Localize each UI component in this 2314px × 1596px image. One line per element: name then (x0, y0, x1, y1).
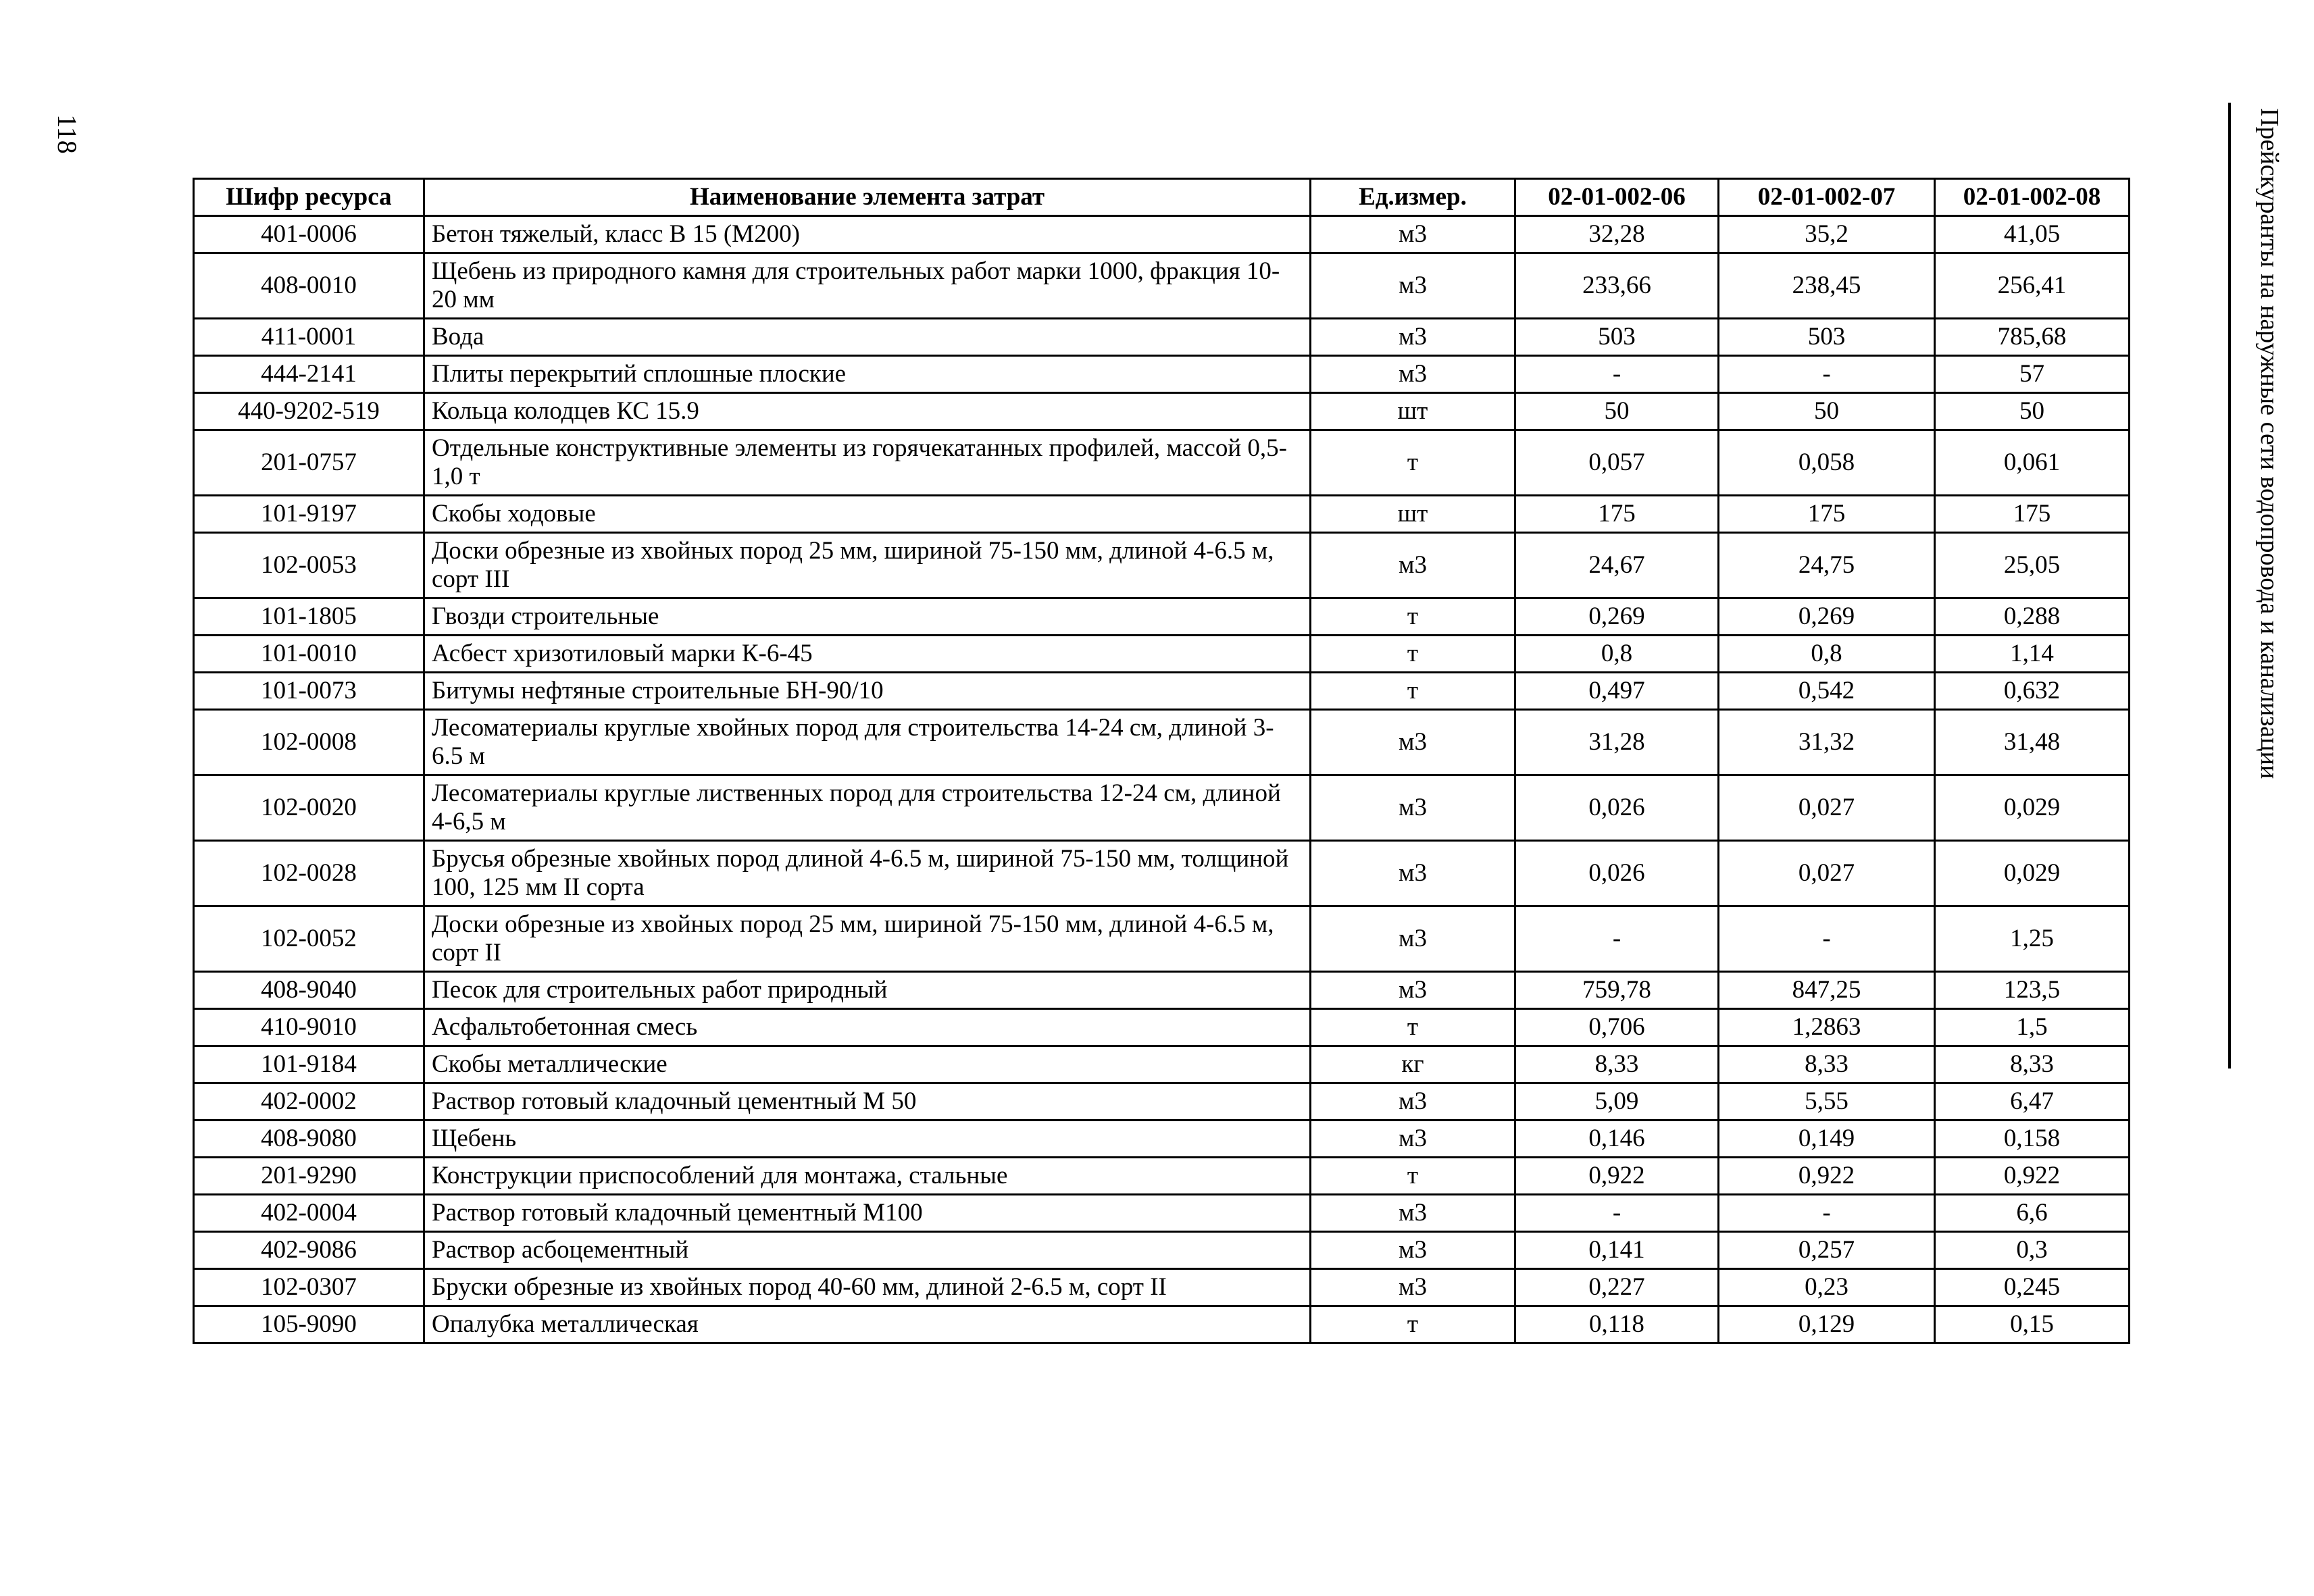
cell-code: 101-9184 (194, 1046, 424, 1083)
cell-code: 105-9090 (194, 1306, 424, 1343)
cell-value-08: 0,288 (1935, 598, 2130, 636)
cell-value-06: - (1515, 1195, 1719, 1232)
cell-value-07: 0,8 (1719, 636, 1935, 673)
cell-value-07: 8,33 (1719, 1046, 1935, 1083)
cell-name: Доски обрезные из хвойных пород 25 мм, шириной 75-150 мм, длиной 4-6.5 м, сорт III (424, 533, 1311, 598)
cell-value-08: 8,33 (1935, 1046, 2130, 1083)
header-02-01-002-07: 02-01-002-07 (1719, 179, 1935, 216)
cell-value-07: 5,55 (1719, 1083, 1935, 1121)
cell-code: 102-0020 (194, 775, 424, 841)
cell-unit: м3 (1311, 841, 1515, 906)
cell-value-06: 0,118 (1515, 1306, 1719, 1343)
cell-code: 101-0073 (194, 673, 424, 710)
cell-value-08: 31,48 (1935, 710, 2130, 775)
cell-value-08: 1,14 (1935, 636, 2130, 673)
table-row (194, 710, 2130, 775)
cell-name: Лесоматериалы круглые хвойных пород для строительства 14-24 см, длиной 3-6.5 м (424, 710, 1311, 775)
cell-unit: м3 (1311, 775, 1515, 841)
cell-code: 408-0010 (194, 253, 424, 319)
cell-value-06: 0,269 (1515, 598, 1719, 636)
cell-unit: кг (1311, 1046, 1515, 1083)
table-row (194, 1269, 2130, 1306)
cell-code: 102-0053 (194, 533, 424, 598)
cell-unit: м3 (1311, 1121, 1515, 1158)
table-row (194, 775, 2130, 841)
cell-value-08: 6,47 (1935, 1083, 2130, 1121)
cell-unit: т (1311, 598, 1515, 636)
cell-value-08: 57 (1935, 356, 2130, 393)
cell-value-06: 503 (1515, 319, 1719, 356)
cell-unit: т (1311, 430, 1515, 496)
cell-value-07: 0,149 (1719, 1121, 1935, 1158)
cell-value-08: 0,061 (1935, 430, 2130, 496)
cell-name: Доски обрезные из хвойных пород 25 мм, шириной 75-150 мм, длиной 4-6.5 м, сорт II (424, 906, 1311, 972)
table-row (194, 430, 2130, 496)
cell-code: 101-9197 (194, 496, 424, 533)
cell-value-07: 0,027 (1719, 775, 1935, 841)
cell-code: 440-9202-519 (194, 393, 424, 430)
cell-value-08: 0,245 (1935, 1269, 2130, 1306)
cell-value-08: 123,5 (1935, 972, 2130, 1009)
table-row (194, 598, 2130, 636)
cell-unit: м3 (1311, 1232, 1515, 1269)
cell-value-06: 8,33 (1515, 1046, 1719, 1083)
side-divider (2228, 103, 2231, 1069)
side-running-title: Прейскуранты на наружные сети водопровода и канализации (2255, 108, 2284, 779)
cell-name: Асбест хризотиловый марки К-6-45 (424, 636, 1311, 673)
cell-unit: т (1311, 1306, 1515, 1343)
cell-code: 408-9080 (194, 1121, 424, 1158)
cell-value-06: 24,67 (1515, 533, 1719, 598)
cell-code: 102-0028 (194, 841, 424, 906)
cell-code: 402-0002 (194, 1083, 424, 1121)
cell-code: 411-0001 (194, 319, 424, 356)
table-row (194, 636, 2130, 673)
cell-code: 408-9040 (194, 972, 424, 1009)
cell-value-06: 0,922 (1515, 1158, 1719, 1195)
cell-value-06: 0,146 (1515, 1121, 1719, 1158)
cell-code: 410-9010 (194, 1009, 424, 1046)
table-row (194, 216, 2130, 253)
cell-value-07: 1,2863 (1719, 1009, 1935, 1046)
cell-value-07: - (1719, 906, 1935, 972)
cell-code: 102-0008 (194, 710, 424, 775)
cell-value-06: - (1515, 356, 1719, 393)
cell-name: Конструкции приспособлений для монтажа, стальные (424, 1158, 1311, 1195)
table-row (194, 972, 2130, 1009)
cell-name: Бетон тяжелый, класс В 15 (М200) (424, 216, 1311, 253)
cell-unit: м3 (1311, 972, 1515, 1009)
table-row (194, 1195, 2130, 1232)
cell-name: Скобы ходовые (424, 496, 1311, 533)
cell-value-06: 759,78 (1515, 972, 1719, 1009)
cell-value-07: 175 (1719, 496, 1935, 533)
cell-value-08: 1,25 (1935, 906, 2130, 972)
table-row (194, 1121, 2130, 1158)
cell-name: Кольца колодцев КС 15.9 (424, 393, 1311, 430)
cell-value-06: 0,026 (1515, 841, 1719, 906)
cell-value-08: 0,029 (1935, 841, 2130, 906)
cell-name: Плиты перекрытий сплошные плоские (424, 356, 1311, 393)
cell-unit: м3 (1311, 533, 1515, 598)
cell-value-06: 0,026 (1515, 775, 1719, 841)
cell-name: Скобы металлические (424, 1046, 1311, 1083)
cell-unit: т (1311, 1158, 1515, 1195)
cell-unit: м3 (1311, 1083, 1515, 1121)
cell-unit: м3 (1311, 253, 1515, 319)
cell-value-08: 0,922 (1935, 1158, 2130, 1195)
cell-name: Опалубка металлическая (424, 1306, 1311, 1343)
cell-value-08: 0,158 (1935, 1121, 2130, 1158)
header-02-01-002-06: 02-01-002-06 (1515, 179, 1719, 216)
cell-unit: шт (1311, 496, 1515, 533)
cell-name: Гвозди строительные (424, 598, 1311, 636)
cell-code: 402-9086 (194, 1232, 424, 1269)
table-row (194, 906, 2130, 972)
cell-unit: м3 (1311, 1195, 1515, 1232)
cell-value-07: 503 (1719, 319, 1935, 356)
cell-value-06: 0,227 (1515, 1269, 1719, 1306)
cell-value-07: 24,75 (1719, 533, 1935, 598)
table-row (194, 533, 2130, 598)
cell-code: 201-0757 (194, 430, 424, 496)
cell-value-06: 0,141 (1515, 1232, 1719, 1269)
cell-value-07: 0,23 (1719, 1269, 1935, 1306)
header-unit: Ед.измер. (1311, 179, 1515, 216)
cell-code: 102-0307 (194, 1269, 424, 1306)
cell-unit: м3 (1311, 216, 1515, 253)
header-02-01-002-08: 02-01-002-08 (1935, 179, 2130, 216)
cell-value-07: - (1719, 356, 1935, 393)
resource-table (193, 178, 2130, 1344)
cell-value-08: 25,05 (1935, 533, 2130, 598)
cell-value-07: 0,922 (1719, 1158, 1935, 1195)
cell-value-07: 0,058 (1719, 430, 1935, 496)
cell-name: Бруски обрезные из хвойных пород 40-60 мм, длиной 2-6.5 м, сорт II (424, 1269, 1311, 1306)
cell-name: Раствор асбоцементный (424, 1232, 1311, 1269)
table-row (194, 1046, 2130, 1083)
cell-value-06: 0,8 (1515, 636, 1719, 673)
cell-name: Раствор готовый кладочный цементный М 50 (424, 1083, 1311, 1121)
cell-unit: м3 (1311, 710, 1515, 775)
cell-code: 444-2141 (194, 356, 424, 393)
page-number: 118 (51, 114, 82, 154)
cell-value-08: 41,05 (1935, 216, 2130, 253)
cell-value-06: 31,28 (1515, 710, 1719, 775)
cell-value-06: 175 (1515, 496, 1719, 533)
cell-value-07: 0,257 (1719, 1232, 1935, 1269)
table-row (194, 496, 2130, 533)
cell-value-08: 256,41 (1935, 253, 2130, 319)
cell-value-06: 32,28 (1515, 216, 1719, 253)
cell-value-06: 50 (1515, 393, 1719, 430)
cell-name: Раствор готовый кладочный цементный М100 (424, 1195, 1311, 1232)
cell-value-07: - (1719, 1195, 1935, 1232)
cell-value-07: 0,129 (1719, 1306, 1935, 1343)
cell-code: 102-0052 (194, 906, 424, 972)
header-name: Наименование элемента затрат (424, 179, 1311, 216)
cell-unit: т (1311, 1009, 1515, 1046)
cell-value-07: 847,25 (1719, 972, 1935, 1009)
cell-code: 201-9290 (194, 1158, 424, 1195)
cell-name: Битумы нефтяные строительные БН-90/10 (424, 673, 1311, 710)
cell-value-06: - (1515, 906, 1719, 972)
cell-value-07: 0,027 (1719, 841, 1935, 906)
cell-value-06: 0,497 (1515, 673, 1719, 710)
cell-name: Асфальтобетонная смесь (424, 1009, 1311, 1046)
cell-name: Брусья обрезные хвойных пород длиной 4-6.5 м, шириной 75-150 мм, толщиной 100, 125 мм II сорта (424, 841, 1311, 906)
cell-name: Песок для строительных работ природный (424, 972, 1311, 1009)
cell-value-08: 0,15 (1935, 1306, 2130, 1343)
cell-value-07: 0,269 (1719, 598, 1935, 636)
cell-name: Щебень из природного камня для строительных работ марки 1000, фракция 10-20 мм (424, 253, 1311, 319)
cell-value-08: 1,5 (1935, 1009, 2130, 1046)
table-row (194, 356, 2130, 393)
table-row (194, 1083, 2130, 1121)
cell-value-06: 0,706 (1515, 1009, 1719, 1046)
cell-unit: т (1311, 636, 1515, 673)
cell-value-08: 175 (1935, 496, 2130, 533)
cell-name: Отдельные конструктивные элементы из горячекатанных профилей, массой 0,5-1,0 т (424, 430, 1311, 496)
table-row (194, 673, 2130, 710)
table-row (194, 393, 2130, 430)
cell-unit: шт (1311, 393, 1515, 430)
cell-name: Щебень (424, 1121, 1311, 1158)
table-row (194, 1232, 2130, 1269)
cell-value-08: 6,6 (1935, 1195, 2130, 1232)
cell-value-07: 238,45 (1719, 253, 1935, 319)
cell-code: 101-0010 (194, 636, 424, 673)
cell-value-08: 50 (1935, 393, 2130, 430)
table-row (194, 319, 2130, 356)
cell-unit: м3 (1311, 319, 1515, 356)
table-row (194, 253, 2130, 319)
table-header-row (194, 179, 2130, 216)
cell-value-07: 0,542 (1719, 673, 1935, 710)
cell-unit: м3 (1311, 356, 1515, 393)
cell-name: Вода (424, 319, 1311, 356)
cell-value-07: 50 (1719, 393, 1935, 430)
cell-value-08: 785,68 (1935, 319, 2130, 356)
cell-value-06: 5,09 (1515, 1083, 1719, 1121)
cell-value-08: 0,029 (1935, 775, 2130, 841)
cell-value-06: 233,66 (1515, 253, 1719, 319)
cell-unit: м3 (1311, 1269, 1515, 1306)
cell-code: 402-0004 (194, 1195, 424, 1232)
cell-unit: м3 (1311, 906, 1515, 972)
header-code: Шифр ресурса (194, 179, 424, 216)
table-row (194, 1306, 2130, 1343)
cell-value-08: 0,632 (1935, 673, 2130, 710)
table-row (194, 1009, 2130, 1046)
table-row (194, 1158, 2130, 1195)
cell-value-07: 31,32 (1719, 710, 1935, 775)
cell-name: Лесоматериалы круглые лиственных пород для строительства 12-24 см, длиной 4-6,5 м (424, 775, 1311, 841)
table-row (194, 841, 2130, 906)
cell-unit: т (1311, 673, 1515, 710)
cell-code: 401-0006 (194, 216, 424, 253)
cell-code: 101-1805 (194, 598, 424, 636)
cell-value-06: 0,057 (1515, 430, 1719, 496)
cell-value-07: 35,2 (1719, 216, 1935, 253)
cell-value-08: 0,3 (1935, 1232, 2130, 1269)
